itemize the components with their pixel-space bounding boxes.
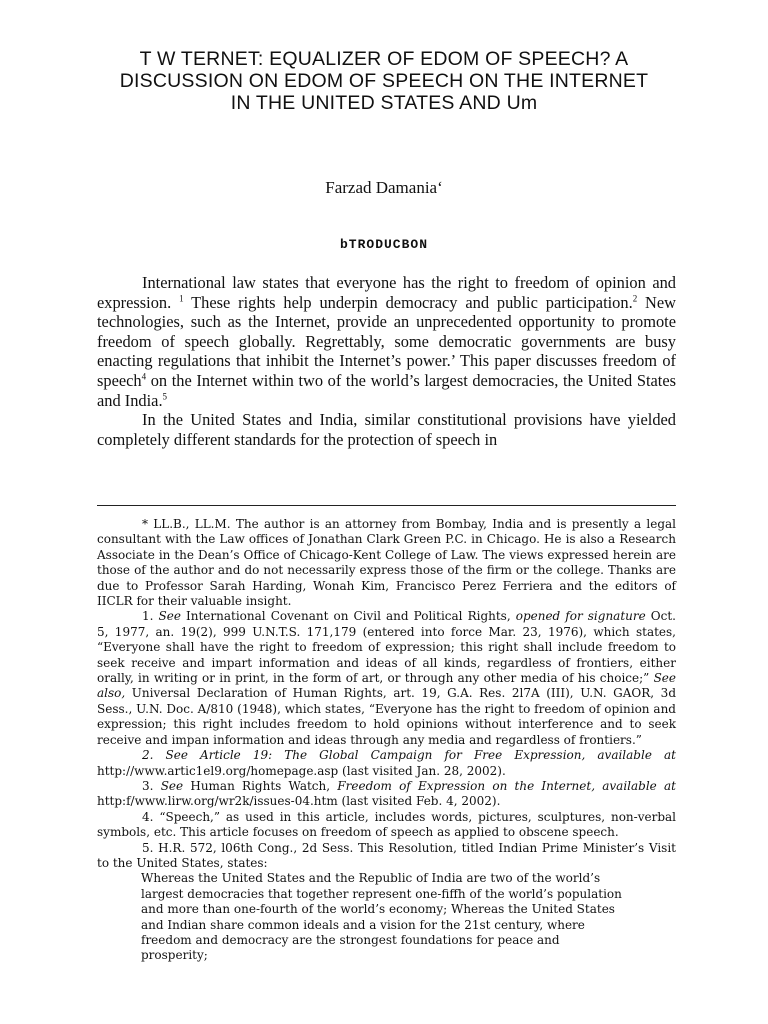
p1-text-b: These rights help underpin democracy and public participation. — [183, 292, 633, 312]
footnote-2 — [97, 748, 676, 779]
fn3-text-a: Human Rights Watch, — [183, 778, 338, 793]
fn1-italic: opened for signature — [515, 609, 646, 624]
fn1-see: See — [158, 609, 181, 624]
fn1-text-c: Universal Declaration of Human Rights, art. 19, G.A. Res. 2l7A (III), U.N. GAOR, 3d Sess., U.N. Doc. A/810 (1948), which states, “Everyone has the right to freedom of opinion and expression; this right includes freedom to hold opinions without interference and to seek receive and impan information and ideas through any media and regardless of frontiers.” — [97, 686, 676, 747]
fn2-text: http://www.artic1el9.org/homepage.asp (last visited Jan. 28, 2002). — [97, 763, 506, 778]
fn1-number: 1. — [142, 609, 154, 624]
fn2-italic: 2. See Article 19: The Global Campaign for Free Expression, available at — [142, 748, 676, 763]
fn3-italic: Freedom of Expression on the Internet, available at — [337, 778, 676, 793]
fn3-number: 3. — [142, 778, 154, 793]
footnote-star: * LL.B., LL.M. The author is an attorney from Bombay, India and is presently a legal consultant with the Law offices of Jonathan Clark Green P.C. in Chicago. He is also a Research Associate in the Dean’s Office of Chicago-Kent College of Law. The views expressed herein are those of the author and do not necessarily express those of the firm or the college. Thanks are due to Professor Sarah Harding, Wonah Kim, Francisco Perez Ferriera and the editors of IICLR for their valuable insight. — [97, 517, 676, 609]
fn1-text-a: International Covenant on Civil and Political Rights, — [180, 609, 516, 624]
footnote-ref-1: 1 — [179, 293, 184, 304]
body-paragraph-2: In the United States and India, similar constitutional provisions have yielded completely different standards for the protection of speech in — [97, 410, 676, 449]
footnote-ref-4: 4 — [141, 371, 147, 382]
p1-text-a: International law states that everyone has the right to freedom of opinion and expression. — [97, 273, 676, 312]
footnote-ref-2: 2 — [632, 293, 638, 304]
body-paragraph-1 — [97, 273, 676, 410]
footnote-ref-5: 5 — [162, 391, 168, 402]
fn1-see-also: See also, — [97, 671, 676, 701]
footnote-1 — [97, 609, 676, 748]
article-title — [60, 48, 708, 114]
section-heading: bTRODUCBON — [339, 237, 428, 252]
body-text — [97, 273, 676, 449]
fn1-text-b: Oct. 5, 1977, an. 19(2), 999 U.N.T.S. 171,179 (entered into force Mar. 23, 1976), which states, “Everyone shall have the right to freedom of expression; this right shall include freedom to seek receive and impart information and ideas of all kinds, regardless of frontiers, either orally, in writing or in print, in the form of art, or through any other media of his choice;” — [97, 609, 676, 686]
fn3-see: See — [160, 778, 184, 793]
title-line-1: T W TERNET: EQUALIZER OF EDOM OF SPEECH? A — [139, 48, 629, 70]
author-name: Farzad Damania‘ — [325, 178, 443, 197]
p1-text-c: New technologies, such as the Internet, provide an unprecedented opportunity to promote freedom of speech globally. Regrettably, some democratic governments are busy enacting regulations that inhibit the Internet’s power.’ This paper discusses freedom of speech — [97, 292, 677, 390]
footnote-4: 4. “Speech,” as used in this article, includes words, pictures, sculptures, non-verbal symbols, etc. This article focuses on freedom of speech as applied to obscene speech. — [97, 809, 676, 840]
footnote-3 — [97, 779, 676, 810]
fn3-text-b: http:f/www.lirw.org/wr2k/issues-04.htm (last visited Feb. 4, 2002). — [97, 794, 501, 809]
footnote-5-quote: Whereas the United States and the Republic of India are two of the world’s largest democracies that together represent one-fiffh of the world’s population and more than one-fourth of the world’s economy; Whereas the United States and Indian share common ideals and a vision for the 21st century, where freedom and democracy are the strongest foundations for peace and prosperity; — [141, 871, 622, 963]
footnote-divider — [97, 505, 676, 506]
footnotes — [97, 517, 676, 964]
title-line-2: DISCUSSION ON EDOM OF SPEECH ON THE INTERNET — [119, 70, 649, 92]
title-line-3: IN THE UNITED STATES AND Um — [230, 92, 538, 114]
footnote-5: 5. H.R. 572, l06th Cong., 2d Sess. This Resolution, titled Indian Prime Minister’s Visit to the United States, states: — [97, 840, 676, 870]
p1-text-d: on the Internet within two of the world’s largest democracies, the United States and India. — [97, 370, 676, 410]
